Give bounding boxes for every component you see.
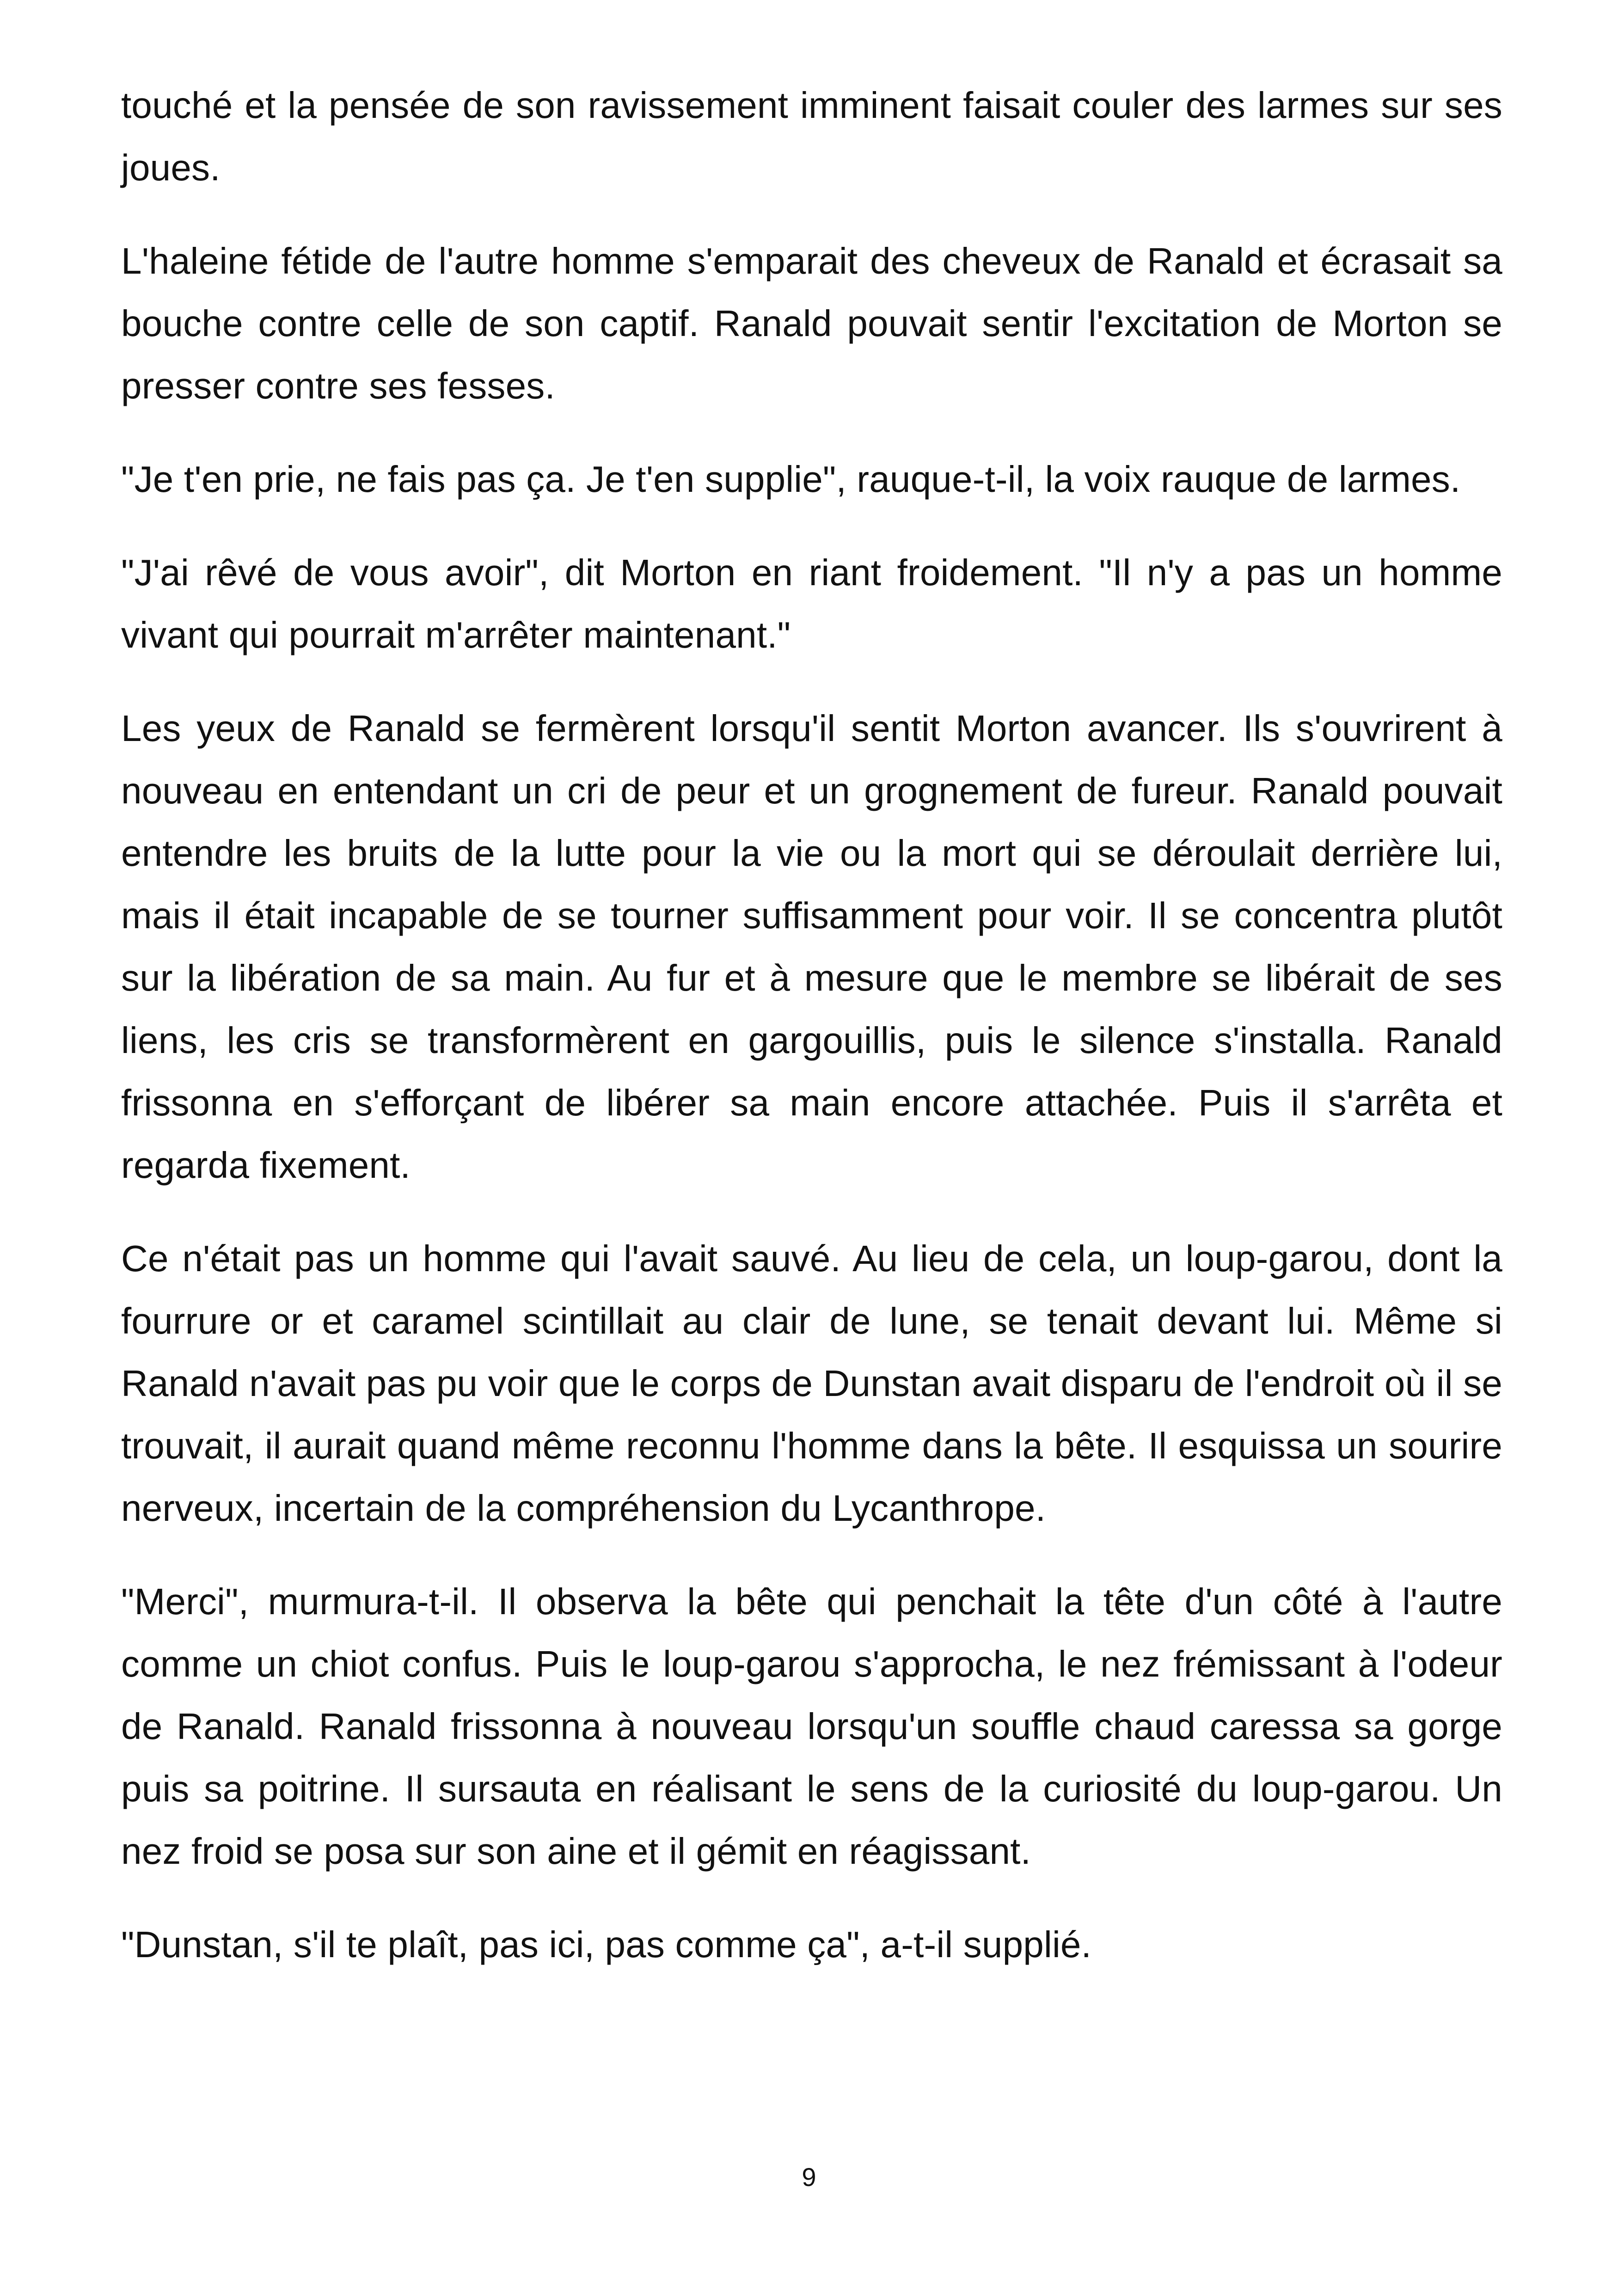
paragraph: "Je t'en prie, ne fais pas ça. Je t'en supplie", rauque-t-il, la voix rauque de larmes.: [121, 459, 1461, 500]
paragraph: "Dunstan, s'il te plaît, pas ici, pas comme ça", a-t-il supplié.: [121, 1924, 1092, 1965]
paragraph: L'haleine fétide de l'autre homme s'emparait des cheveux de Ranald et écrasait sa bouche contre celle de son captif. Ranald pouvait sentir l'excitation de Morton se presser contre ses fesses.: [121, 240, 1502, 406]
page-number: 9: [802, 2162, 816, 2192]
paragraph: Ce n'était pas un homme qui l'avait sauvé. Au lieu de cela, un loup-garou, dont la fourrure or et caramel scintillait au clair de lune, se tenait devant lui. Même si Ranald n'avait pas pu voir que le corps de Dunstan avait disparu de l'endroit où il se trouvait, il aurait quand même reconnu l'homme dans la bête. Il esquissa un sourire nerveux, incertain de la compréhension du Lycanthrope.: [121, 1238, 1502, 1529]
paragraph: "Merci", murmura-t-il. Il observa la bête qui penchait la tête d'un côté à l'autre comme un chiot confus. Puis le loup-garou s'approcha, le nez frémissant à l'odeur de Ranald. Ranald frissonna à nouveau lorsqu'un souffle chaud caressa sa gorge puis sa poitrine. Il sursauta en réalisant le sens de la curiosité du loup-garou. Un nez froid se posa sur son aine et il gémit en réagissant.: [121, 1581, 1502, 1872]
paragraph: "J'ai rêvé de vous avoir", dit Morton en riant froidement. "Il n'y a pas un homme vivant qui pourrait m'arrêter maintenant.": [121, 552, 1502, 655]
paragraph: touché et la pensée de son ravissement imminent faisait couler des larmes sur ses joues.: [121, 85, 1502, 188]
text-body: [121, 74, 1502, 2007]
paragraph: Les yeux de Ranald se fermèrent lorsqu'il sentit Morton avancer. Ils s'ouvrirent à nouveau en entendant un cri de peur et un grognement de fureur. Ranald pouvait entendre les bruits de la lutte pour la vie ou la mort qui se déroulait derrière lui, mais il était incapable de se tourner suffisamment pour voir. Il se concentra plutôt sur la libération de sa main. Au fur et à mesure que le membre se libérait de ses liens, les cris se transformèrent en gargouillis, puis le silence s'installa. Ranald frissonna en s'efforçant de libérer sa main encore attachée. Puis il s'arrêta et regarda fixement.: [121, 708, 1502, 1186]
